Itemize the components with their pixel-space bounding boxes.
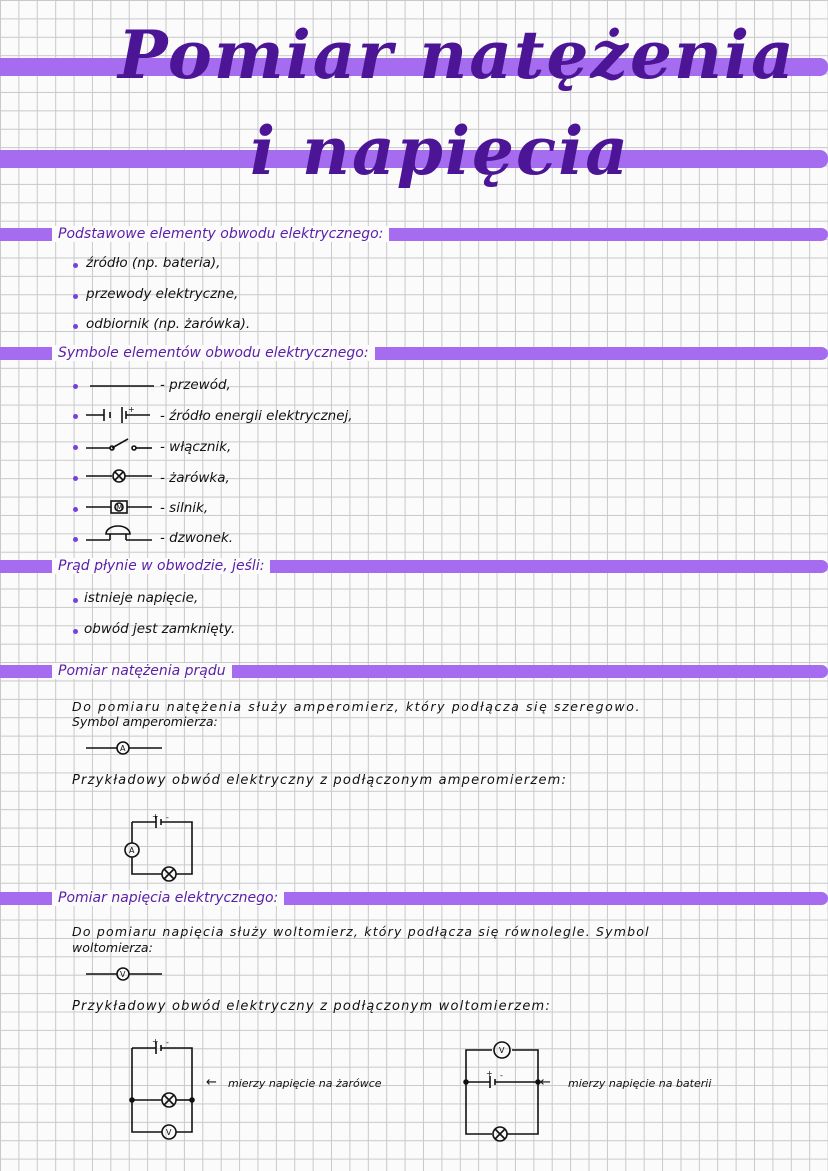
- svg-text:+: +: [128, 405, 135, 414]
- page-title-line2: i napięcia: [250, 112, 631, 190]
- list-item: - źródło energii elektrycznej,: [160, 408, 353, 424]
- paragraph-line: Symbol amperomierza:: [72, 714, 218, 729]
- bullet: [73, 537, 78, 542]
- ammeter-symbol-icon: [84, 738, 164, 758]
- bullet: [73, 384, 78, 389]
- paragraph-line: Do pomiaru natężenia służy amperomierz, który podłącza się szeregowo.: [72, 699, 642, 714]
- list-item: przewody elektryczne,: [86, 286, 239, 302]
- svg-text:+: +: [152, 1037, 159, 1046]
- list-item: istnieje napięcie,: [84, 590, 199, 606]
- switch-symbol-icon: [84, 434, 156, 456]
- paragraph-line: woltomierza:: [72, 940, 153, 955]
- svg-text:-: -: [166, 1038, 169, 1047]
- svg-text:-: -: [500, 1071, 503, 1080]
- bullet: [73, 414, 78, 419]
- section-heading-current-measure: Pomiar natężenia prądu: [52, 663, 232, 679]
- section-heading-current-flow: Prąd płynie w obwodzie, jeśli:: [52, 558, 270, 574]
- bullet: [73, 294, 78, 299]
- annotation-battery: mierzy napięcie na baterii: [568, 1077, 712, 1090]
- bullet: [73, 507, 78, 512]
- voltmeter-symbol-icon: [84, 964, 164, 984]
- example-caption: Przykładowy obwód elektryczny z podłączonym amperomierzem:: [72, 773, 568, 788]
- bullet: [73, 629, 78, 634]
- section-heading-voltage-measure: Pomiar napięcia elektrycznego:: [52, 890, 284, 906]
- svg-text:A: A: [129, 846, 135, 855]
- wire-symbol-icon: [88, 376, 158, 396]
- svg-text:V: V: [499, 1046, 505, 1055]
- voltmeter-bulb-circuit-diagram: [120, 1036, 210, 1148]
- list-item: - silnik,: [160, 500, 209, 516]
- svg-text:A: A: [120, 744, 126, 753]
- bullet: [73, 263, 78, 268]
- list-item: źródło (np. bateria),: [86, 255, 221, 271]
- page-title-line1: Pomiar natężenia: [118, 16, 796, 94]
- ammeter-circuit-diagram: [120, 812, 200, 886]
- svg-text:-: -: [166, 813, 169, 822]
- svg-text:V: V: [166, 1128, 172, 1137]
- list-item: obwód jest zamknięty.: [84, 621, 236, 637]
- annotation-bulb: mierzy napięcie na żarówce: [228, 1077, 382, 1090]
- battery-symbol-icon: [84, 404, 156, 426]
- svg-text:+: +: [152, 812, 159, 821]
- svg-text:+: +: [486, 1069, 493, 1078]
- bulb-symbol-icon: [84, 465, 156, 487]
- svg-text:M: M: [116, 503, 123, 512]
- list-item: - żarówka,: [160, 470, 230, 486]
- list-item: odbiornik (np. żarówka).: [86, 316, 251, 332]
- list-item: - przewód,: [160, 377, 231, 393]
- arrow-left-icon: ←: [540, 1075, 551, 1090]
- bell-symbol-icon: [84, 524, 156, 548]
- bullet: [73, 598, 78, 603]
- example-caption: Przykładowy obwód elektryczny z podłączonym woltomierzem:: [72, 999, 551, 1014]
- bullet: [73, 324, 78, 329]
- bullet: [73, 476, 78, 481]
- svg-text:V: V: [120, 970, 126, 979]
- voltmeter-battery-circuit-diagram: [454, 1036, 554, 1148]
- bullet: [73, 445, 78, 450]
- section-heading-symbols: Symbole elementów obwodu elektrycznego:: [52, 345, 375, 361]
- list-item: - dzwonek.: [160, 530, 234, 546]
- section-heading-basics: Podstawowe elementy obwodu elektrycznego:: [52, 226, 389, 242]
- paragraph-line: Do pomiaru napięcia służy woltomierz, który podłącza się równolegle. Symbol: [72, 924, 650, 939]
- motor-symbol-icon: [84, 496, 156, 518]
- arrow-left-icon: ←: [206, 1075, 217, 1090]
- list-item: - włącznik,: [160, 439, 232, 455]
